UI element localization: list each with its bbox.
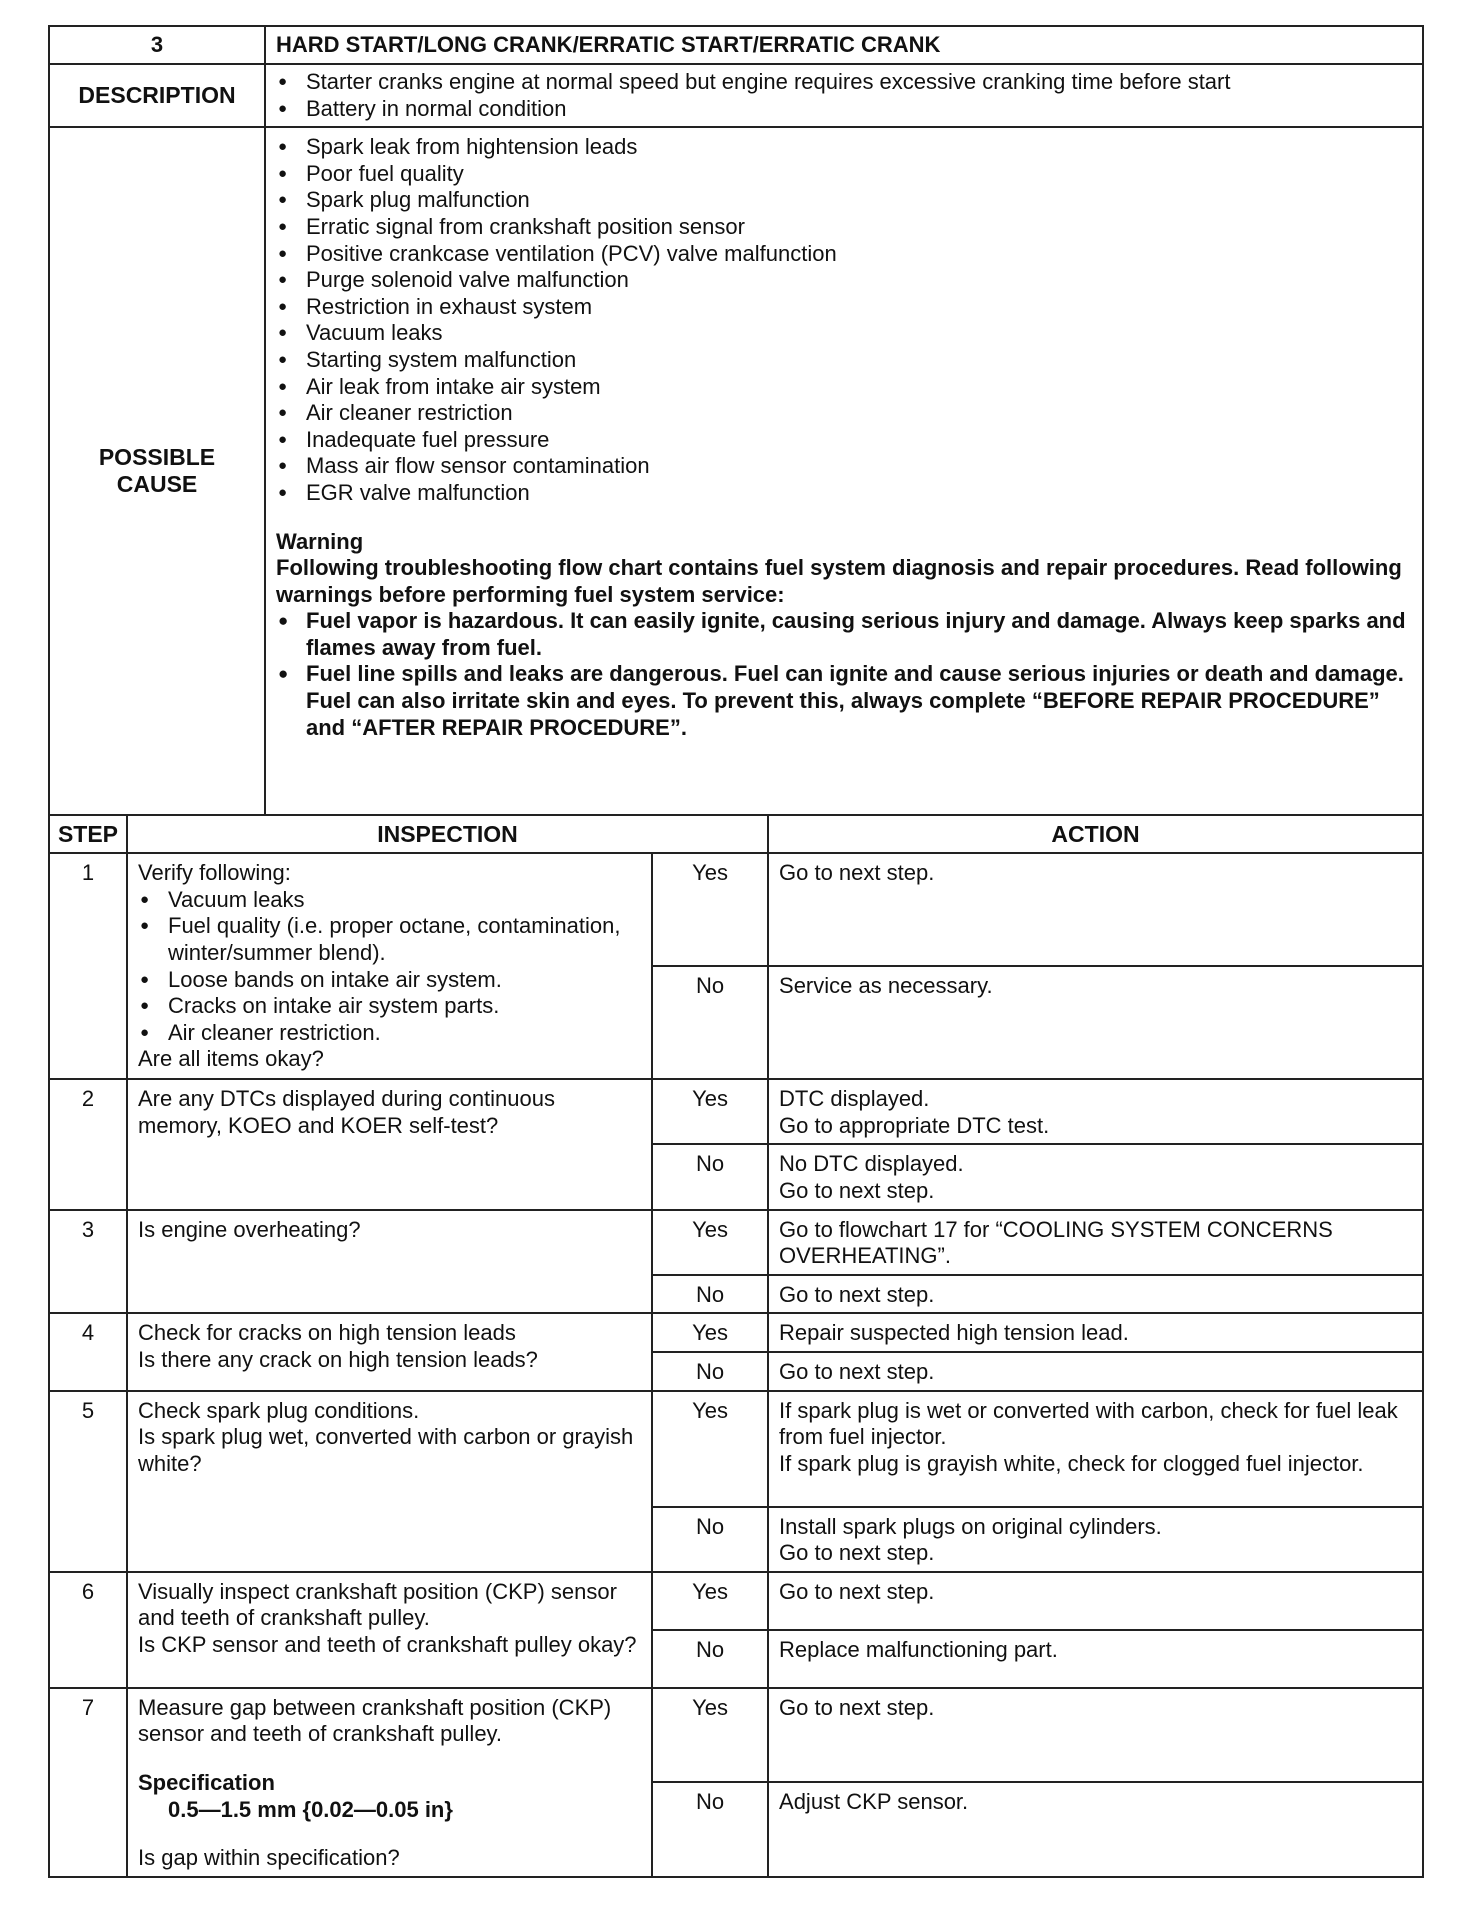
step-inspection [127, 1313, 652, 1390]
cause-item: ● Air cleaner restriction [276, 400, 1412, 427]
cause-item: ● EGR valve malfunction [276, 480, 1412, 507]
description-list [276, 69, 1412, 122]
troubleshooting-document [48, 25, 1424, 1878]
step-inspection [127, 1688, 652, 1877]
action-no [768, 1507, 1423, 1572]
cause-item: ● Purge solenoid valve malfunction [276, 267, 1412, 294]
inspection-list [138, 887, 641, 1047]
step-number: 7 [49, 1688, 127, 1877]
inspection-intro: Verify following: [138, 860, 291, 886]
action-no: Go to next step. [768, 1275, 1423, 1314]
action-line: If spark plug is grayish white, check for clogged fuel injector. [779, 1450, 1364, 1476]
action-line: Install spark plugs on original cylinders. [779, 1513, 1162, 1539]
action-no: Adjust CKP sensor. [768, 1782, 1423, 1876]
action-line: DTC displayed. [779, 1086, 930, 1112]
column-header-inspection: INSPECTION [127, 815, 768, 853]
warning-intro: Following troubleshooting flow chart contains fuel system diagnosis and repair procedures. Read following warnings before performing fuel system service: [276, 555, 1402, 607]
answer-no: No [652, 1352, 768, 1391]
inspection-line: Check spark plug conditions. [138, 1397, 420, 1423]
action-yes: Go to next step. [768, 1572, 1423, 1630]
action-no: Go to next step. [768, 1352, 1423, 1391]
inspection-line: Is spark plug wet, converted with carbon or grayish white? [138, 1424, 634, 1476]
description-item: ● Starter cranks engine at normal speed but engine requires excessive cranking time before start [276, 69, 1412, 96]
action-yes [768, 1391, 1423, 1507]
warning-item: ● Fuel line spills and leaks are dangerous. Fuel can ignite and cause serious injuries or death and damage. Fuel can also irritate skin and eyes. To prevent this, always complete “BEFORE REPAIR PROCEDURE” and “AFTER REPAIR PROCEDURE”. [276, 661, 1412, 741]
inspection-line: Is there any crack on high tension leads? [138, 1346, 538, 1372]
inspection-line: Check for cracks on high tension leads [138, 1320, 516, 1346]
action-no: Replace malfunctioning part. [768, 1630, 1423, 1688]
step-number: 4 [49, 1313, 127, 1390]
step-number: 2 [49, 1079, 127, 1209]
table-row [49, 1688, 1423, 1782]
action-yes: Repair suspected high tension lead. [768, 1313, 1423, 1352]
action-no: Service as necessary. [768, 966, 1423, 1079]
step-number: 1 [49, 853, 127, 1079]
possible-cause-content [265, 127, 1423, 815]
step-inspection: Are any DTCs displayed during continuous memory, KOEO and KOER self-test? [127, 1079, 652, 1209]
answer-yes: Yes [652, 1391, 768, 1507]
step-inspection [127, 853, 652, 1079]
step-inspection [127, 1572, 652, 1688]
answer-yes: Yes [652, 1313, 768, 1352]
action-yes [768, 1079, 1423, 1144]
inspection-question: Are all items okay? [138, 1046, 324, 1072]
cause-item: ● Mass air flow sensor contamination [276, 453, 1412, 480]
possible-cause-label-line2: CAUSE [116, 471, 198, 498]
cause-item: ● Spark leak from hightension leads [276, 134, 1412, 161]
action-line: Go to next step. [779, 1540, 935, 1566]
symptom-title: HARD START/LONG CRANK/ERRATIC START/ERRATIC CRANK [265, 26, 1423, 64]
answer-yes: Yes [652, 1210, 768, 1275]
action-line: Go to next step. [779, 1177, 935, 1203]
step-number: 5 [49, 1391, 127, 1572]
answer-yes: Yes [652, 1079, 768, 1144]
cause-item: ● Erratic signal from crankshaft position sensor [276, 214, 1412, 241]
inspection-item: ● Fuel quality (i.e. proper octane, contamination, winter/summer blend). [138, 913, 641, 966]
inspection-line: Measure gap between crankshaft position (CKP) sensor and teeth of crankshaft pulley. [138, 1694, 612, 1747]
step-number: 3 [49, 1210, 127, 1314]
answer-no: No [652, 966, 768, 1079]
possible-cause-label-line1: POSSIBLE [98, 444, 216, 471]
inspection-item: ● Air cleaner restriction. [138, 1020, 641, 1047]
possible-cause-label [49, 127, 265, 815]
inspection-item: ● Vacuum leaks [138, 887, 641, 914]
answer-yes: Yes [652, 1688, 768, 1782]
symptom-table [48, 25, 1424, 816]
table-row [49, 1572, 1423, 1630]
column-header-action: ACTION [768, 815, 1423, 853]
cause-item: ● Positive crankcase ventilation (PCV) valve malfunction [276, 241, 1412, 268]
inspection-item: ● Loose bands on intake air system. [138, 967, 641, 994]
table-row [49, 1313, 1423, 1352]
answer-no: No [652, 1144, 768, 1209]
cause-item: ● Spark plug malfunction [276, 187, 1412, 214]
action-yes: Go to flowchart 17 for “COOLING SYSTEM CONCERNS OVERHEATING”. [768, 1210, 1423, 1275]
step-number: 6 [49, 1572, 127, 1688]
answer-no: No [652, 1507, 768, 1572]
column-header-step: STEP [49, 815, 127, 853]
warning-block [276, 529, 1412, 742]
cause-item: ● Air leak from intake air system [276, 374, 1412, 401]
action-line: If spark plug is wet or converted with carbon, check for fuel leak from fuel injector. [779, 1397, 1398, 1450]
action-no [768, 1144, 1423, 1209]
description-label: DESCRIPTION [49, 64, 265, 127]
cause-item: ● Vacuum leaks [276, 320, 1412, 347]
inspection-question: Is gap within specification? [138, 1845, 400, 1871]
answer-no: No [652, 1630, 768, 1688]
steps-table [48, 814, 1424, 1878]
description-item: ● Battery in normal condition [276, 96, 1412, 123]
warning-title: Warning [276, 528, 364, 554]
step-inspection: Is engine overheating? [127, 1210, 652, 1314]
answer-yes: Yes [652, 853, 768, 966]
step-inspection [127, 1391, 652, 1572]
action-line: No DTC displayed. [779, 1151, 964, 1177]
answer-yes: Yes [652, 1572, 768, 1630]
cause-item: ● Starting system malfunction [276, 347, 1412, 374]
action-line: Go to appropriate DTC test. [779, 1112, 1050, 1138]
inspection-item: ● Cracks on intake air system parts. [138, 993, 641, 1020]
answer-no: No [652, 1782, 768, 1876]
description-content [265, 64, 1423, 127]
steps-header-row [49, 815, 1423, 853]
table-row [49, 1391, 1423, 1507]
specification-title: Specification [138, 1769, 275, 1795]
action-yes: Go to next step. [768, 1688, 1423, 1782]
warning-item: ● Fuel vapor is hazardous. It can easily ignite, causing serious injury and damage. Always keep sparks and flames away from fuel. [276, 608, 1412, 661]
cause-item: ● Restriction in exhaust system [276, 294, 1412, 321]
table-row [49, 1210, 1423, 1275]
answer-no: No [652, 1275, 768, 1314]
warning-list [276, 608, 1412, 741]
table-row [49, 1079, 1423, 1144]
table-row [49, 853, 1423, 966]
possible-cause-list [276, 134, 1412, 506]
action-yes: Go to next step. [768, 853, 1423, 966]
inspection-line: Is CKP sensor and teeth of crankshaft pulley okay? [138, 1631, 637, 1657]
cause-item: ● Poor fuel quality [276, 161, 1412, 188]
specification-value: 0.5—1.5 mm {0.02—0.05 in} [168, 1796, 453, 1822]
symptom-number: 3 [49, 26, 265, 64]
inspection-line: Visually inspect crankshaft position (CKP) sensor and teeth of crankshaft pulley. [138, 1578, 617, 1631]
cause-item: ● Inadequate fuel pressure [276, 427, 1412, 454]
